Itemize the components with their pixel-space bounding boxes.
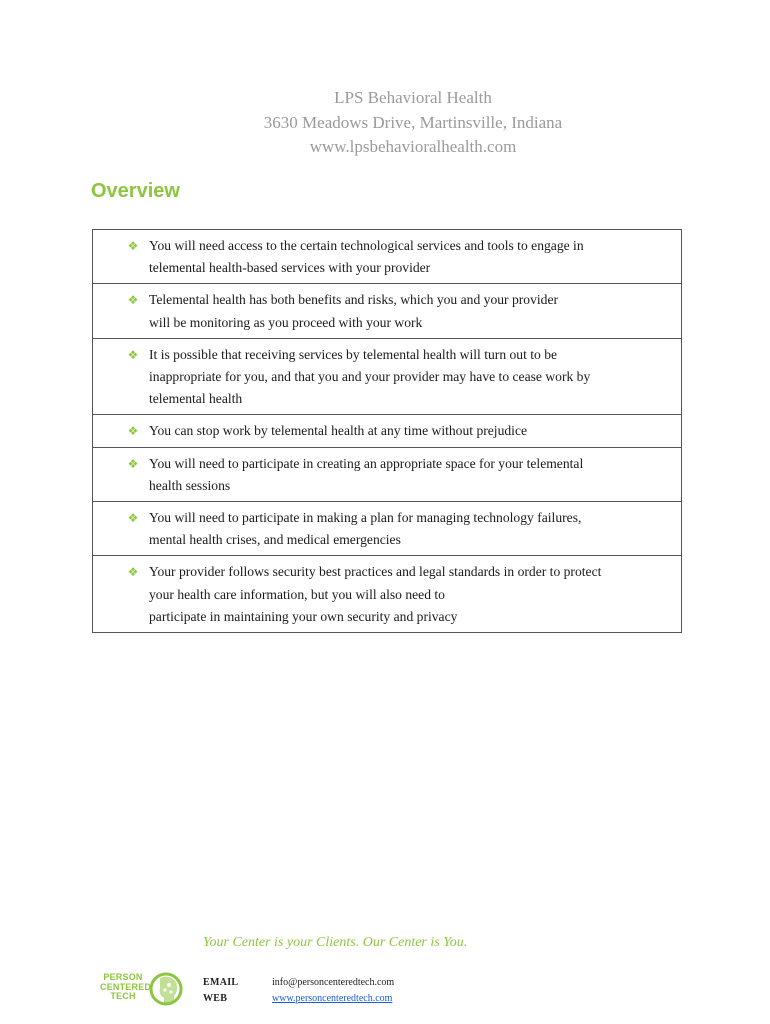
diamond-bullet-icon: ❖: [127, 424, 139, 439]
overview-row: [93, 502, 682, 556]
overview-row: [93, 415, 682, 447]
overview-cell: [93, 415, 682, 447]
overview-row: [93, 230, 682, 284]
letterhead: [0, 86, 770, 160]
diamond-bullet-icon: ❖: [127, 347, 139, 362]
diamond-bullet-icon: ❖: [127, 293, 139, 308]
overview-item-line: will be monitoring as you proceed with your work: [149, 314, 423, 330]
overview-item-line: Your provider follows security best practices and legal standards in order to protect: [149, 564, 602, 580]
overview-cell: [93, 284, 682, 338]
section-title: Overview: [91, 180, 180, 202]
logo-text: PERSON CENTERED TECH: [100, 972, 152, 1002]
org-website: www.lpsbehavioralhealth.com: [309, 137, 517, 156]
logo-head-icon: [148, 970, 184, 1008]
overview-item-text: [127, 453, 671, 497]
person-centered-tech-logo: [100, 970, 190, 1010]
overview-row: [93, 447, 682, 501]
overview-item-text: [127, 344, 671, 411]
overview-row: [93, 556, 682, 633]
contact-info: [203, 975, 394, 1007]
overview-item-line: You will need to participate in making a plan for managing technology failures,: [149, 510, 582, 526]
overview-item-text: [127, 561, 671, 628]
org-address: 3630 Meadows Drive, Martinsville, Indiana: [263, 112, 563, 132]
overview-cell: [93, 556, 682, 633]
overview-item-text: [127, 289, 671, 333]
overview-cell: [93, 230, 682, 284]
org-name: LPS Behavioral Health: [334, 88, 492, 107]
overview-item-line: You will need to participate in creating an appropriate space for your telemental: [149, 455, 584, 471]
overview-item-line: telemental health-based services with your provider: [149, 260, 431, 276]
tagline: Your Center is your Clients. Our Center is You.: [203, 935, 468, 950]
overview-table: [92, 229, 682, 633]
overview-item-line: inappropriate for you, and that you and your provider may have to cease work by: [149, 369, 591, 385]
overview-item-line: You can stop work by telemental health at any time without prejudice: [149, 423, 528, 439]
email-value[interactable]: info@personcenteredtech.com: [272, 977, 395, 988]
overview-item-line: mental health crises, and medical emergencies: [149, 532, 401, 548]
overview-row: [93, 284, 682, 338]
overview-row: [93, 338, 682, 415]
overview-item-line: your health care information, but you will also need to: [149, 586, 445, 602]
overview-cell: [93, 338, 682, 415]
diamond-bullet-icon: ❖: [127, 511, 139, 526]
diamond-bullet-icon: ❖: [127, 456, 139, 471]
overview-item-line: You will need access to the certain technological services and tools to engage in: [149, 238, 584, 253]
diamond-bullet-icon: ❖: [127, 239, 139, 253]
overview-item-text: [127, 507, 671, 551]
overview-item-text: [127, 235, 671, 279]
email-label: EMAIL: [203, 977, 239, 988]
overview-item-line: Telemental health has both benefits and risks, which you and your provider: [149, 292, 559, 308]
overview-item-line: It is possible that receiving services by telemental health will turn out to be: [149, 346, 558, 362]
overview-item-line: participate in maintaining your own security and privacy: [149, 608, 458, 624]
overview-item-line: telemental health: [149, 391, 243, 407]
diamond-bullet-icon: ❖: [127, 565, 139, 580]
overview-item-line: health sessions: [149, 477, 231, 493]
overview-item-text: [127, 420, 671, 442]
overview-cell: [93, 502, 682, 556]
web-link[interactable]: www.personcenteredtech.com: [272, 993, 393, 1004]
overview-cell: [93, 447, 682, 501]
web-label: WEB: [203, 993, 228, 1004]
